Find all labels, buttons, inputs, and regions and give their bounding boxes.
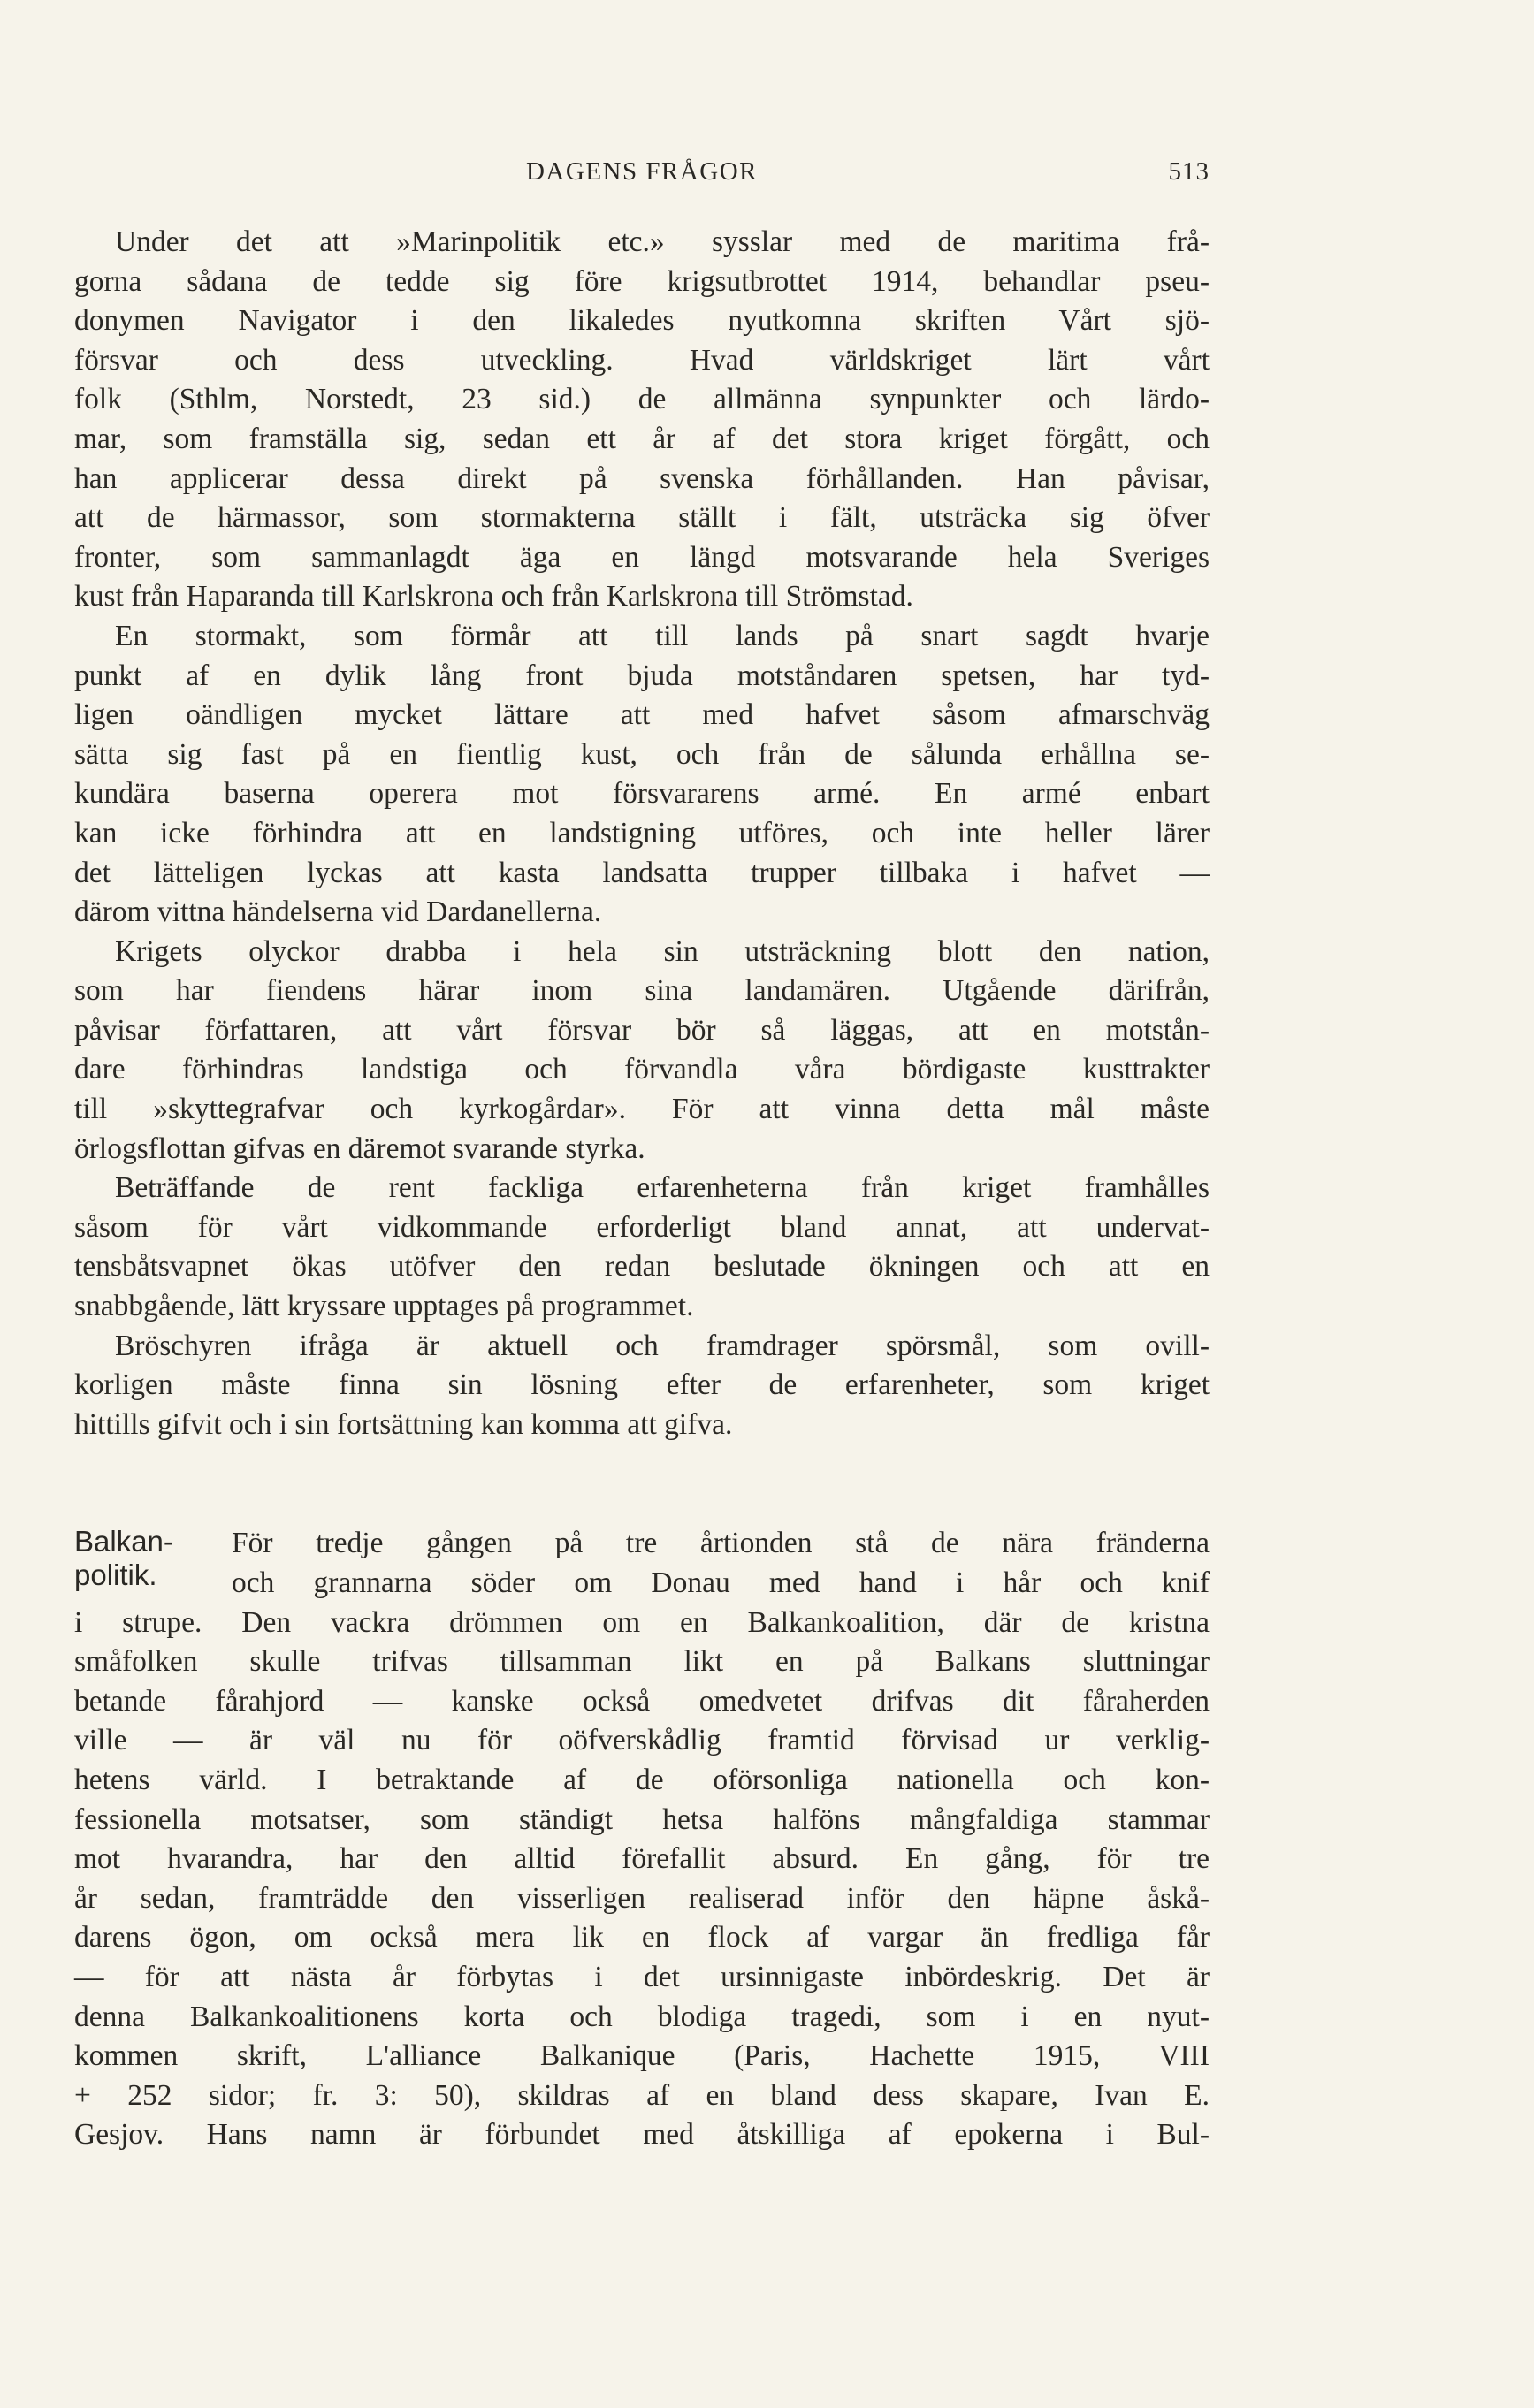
text-line: dare förhindras landstiga och förvandla våra bördigaste kusttrakter: [74, 1053, 1210, 1086]
text-line: såsom för vårt vidkommande erforderligt bland annat, att undervat-: [74, 1210, 1210, 1244]
text-line: hetens värld. I betraktande af de oförsonliga nationella och kon-: [74, 1763, 1210, 1796]
text-line: darens ögon, om också mera lik en flock af vargar än fredliga får: [74, 1921, 1210, 1955]
section-balkanpolitik: [74, 1524, 1210, 2155]
text-line: Gesjov. Hans namn är förbundet med åtskilliga af epokerna i Bul-: [74, 2118, 1210, 2152]
page-number: 513: [1168, 157, 1210, 186]
text-line: denna Balkankoalitionens korta och blodiga tragedi, som i en nyut-: [74, 2000, 1210, 2033]
text-line: hittills gifvit och i sin fortsättning kan komma att gifva.: [74, 1407, 733, 1441]
text-line: Bröschyren ifråga är aktuell och framdrager spörsmål, som ovill-: [115, 1329, 1210, 1362]
text-line: En stormakt, som förmår att till lands på snart sagdt hvarje: [115, 619, 1210, 652]
text-line: Beträffande de rent fackliga erfarenheterna från kriget framhålles: [115, 1171, 1210, 1205]
text-line: folk (Sthlm, Norstedt, 23 sid.) de allmänna synpunkter och lärdo-: [74, 383, 1210, 416]
text-line: fronter, som sammanlagdt äga en längd motsvarande hela Sveriges: [74, 540, 1210, 574]
text-line: ligen oändligen mycket lättare att med hafvet såsom afmarschväg: [74, 698, 1210, 732]
text-line: korligen måste finna sin lösning efter de erfarenheter, som kriget: [74, 1368, 1210, 1402]
text-line: donymen Navigator i den likaledes nyutkomna skriften Vårt sjö-: [74, 304, 1210, 338]
text-line: Krigets olyckor drabba i hela sin utsträckning blott den nation,: [115, 934, 1210, 968]
text-line: betande fårahjord — kanske också omedvetet drifvas dit fåraherden: [74, 1684, 1210, 1718]
section-gap: [74, 1444, 1210, 1524]
text-line: det lätteligen lyckas att kasta landsatta trupper tillbaka i hafvet —: [74, 856, 1210, 889]
text-line: mot hvarandra, har den alltid förefallit absurd. En gång, för tre: [74, 1842, 1210, 1876]
text-line: år sedan, framträdde den visserligen realiserad inför den häpne åskå-: [74, 1881, 1210, 1915]
text-line: + 252 sidor; fr. 3: 50), skildras af en bland dess skapare, Ivan E.: [74, 2078, 1210, 2112]
text-line: småfolken skulle trifvas tillsamman likt en på Balkans sluttningar: [74, 1645, 1210, 1679]
text-line: kundära baserna operera mot försvararens armé. En armé enbart: [74, 777, 1210, 811]
text-line: kust från Haparanda till Karlskrona och från Karlskrona till Strömstad.: [74, 580, 913, 613]
text-line: som har fiendens härar inom sina landamären. Utgående därifrån,: [74, 974, 1210, 1008]
text-line: i strupe. Den vackra drömmen om en Balkankoalition, där de kristna: [74, 1605, 1210, 1639]
section-marinpolitik: [74, 223, 1210, 1444]
text-line: därom vittna händelserna vid Dardanellerna.: [74, 895, 602, 929]
text-line: och grannarna söder om Donau med hand i hår och knif: [232, 1566, 1210, 1599]
text-line: sätta sig fast på en fientlig kust, och från de sålunda erhållna se-: [74, 737, 1210, 771]
margin-label-politik: politik.: [74, 1558, 157, 1592]
text-line: försvar och dess utveckling. Hvad världskriget lärt vårt: [74, 343, 1210, 377]
page-header: [74, 157, 1210, 196]
text-line: han applicerar dessa direkt på svenska förhållanden. Han påvisar,: [74, 461, 1210, 495]
text-line: snabbgående, lätt kryssare upptages på programmet.: [74, 1290, 694, 1323]
text-line: Under det att »Marinpolitik etc.» sysslar med de maritima frå-: [115, 225, 1210, 258]
running-title: DAGENS FRÅGOR: [525, 157, 758, 186]
body-text: [74, 223, 1210, 2155]
text-line: påvisar författaren, att vårt försvar bör så läggas, att en motstån-: [74, 1013, 1210, 1047]
text-line: ville — är väl nu för oöfverskådlig framtid förvisad ur verklig-: [74, 1724, 1210, 1757]
text-line: gorna sådana de tedde sig före krigsutbrottet 1914, behandlar pseu-: [74, 264, 1210, 298]
text-line: till »skyttegrafvar och kyrkogårdar». För att vinna detta mål måste: [74, 1093, 1210, 1126]
text-line: kan icke förhindra att en landstigning utföres, och inte heller lärer: [74, 816, 1210, 850]
text-line: örlogsflottan gifvas en däremot svarande styrka.: [74, 1132, 645, 1165]
text-line: att de härmassor, som stormakterna ställt i fält, utsträcka sig öfver: [74, 501, 1210, 535]
text-line: — för att nästa år förbytas i det ursinnigaste inbördeskrig. Det är: [74, 1960, 1210, 1993]
text-line: kommen skrift, L'alliance Balkanique (Paris, Hachette 1915, VIII: [74, 2039, 1210, 2073]
text-line: För tredje gången på tre årtionden stå de nära fränderna: [232, 1527, 1210, 1560]
text-line: punkt af en dylik lång front bjuda motståndaren spetsen, har tyd-: [74, 659, 1210, 692]
text-line: tensbåtsvapnet ökas utöfver den redan beslutade ökningen och att en: [74, 1250, 1210, 1284]
margin-label-balkan: Balkan-: [74, 1525, 173, 1558]
text-line: mar, som framställa sig, sedan ett år af det stora kriget förgått, och: [74, 422, 1210, 455]
text-line: fessionella motsatser, som ständigt hetsa halföns mångfaldiga stammar: [74, 1802, 1210, 1836]
